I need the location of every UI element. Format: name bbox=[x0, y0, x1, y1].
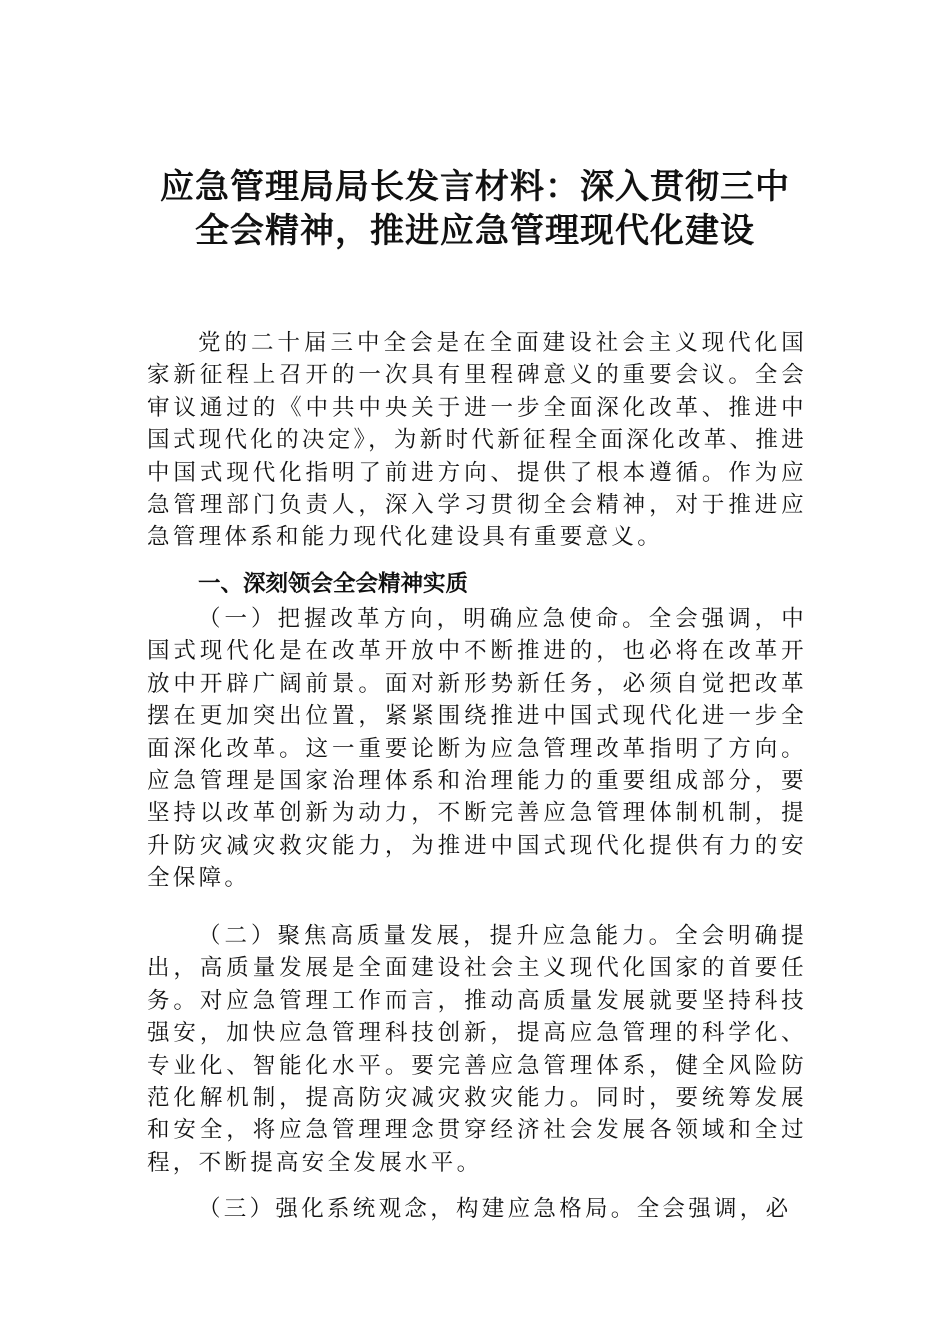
document-title-line-1: 应急管理局局长发言材料：深入贯彻三中 bbox=[160, 167, 790, 207]
section-1-item-1: （一）把握改革方向，明确应急使命。全会强调，中国式现代化是在改革开放中不断推进的，也必将在改革开放中开辟广阔前景。面对新形势新任务，必须自觉把改革摆在更加突出位置，紧紧围绕推进中国式现代化进一步全面深化改革。这一重要论断为应急管理改革指明了方向。应急管理是国家治理体系和治理能力的重要组成部分，要坚持以改革创新为动力，不断完善应急管理体制机制，提升防灾减灾救灾能力，为推进中国式现代化提供有力的安全保障。 bbox=[147, 606, 807, 892]
section-heading-1: 一、深刻领会全会精神实质 bbox=[198, 571, 469, 597]
intro-paragraph: 党的二十届三中全会是在全面建设社会主义现代化国家新征程上召开的一次具有里程碑意义的重要会议。全会审议通过的《中共中央关于进一步全面深化改革、推进中国式现代化的决定》，为新时代新征程全面深化改革、推进中国式现代化指明了前进方向、提供了根本遵循。作为应急管理部门负责人，深入学习贯彻全会精神，对于推进应急管理体系和能力现代化建设具有重要意义。 bbox=[147, 330, 807, 551]
section-1-item-3: （三）强化系统观念，构建应急格局。全会强调，必 bbox=[198, 1196, 792, 1222]
section-1-item-2: （二）聚焦高质量发展，提升应急能力。全会明确提出，高质量发展是全面建设社会主义现代化国家的首要任务。对应急管理工作而言，推动高质量发展就要坚持科技强安，加快应急管理科技创新，提高应急管理的科学化、专业化、智能化水平。要完善应急管理体系，健全风险防范化解机制，提高防灾减灾救灾能力。同时，要统筹发展和安全，将应急管理理念贯穿经济社会发展各领域和全过程，不断提高安全发展水平。 bbox=[147, 923, 807, 1176]
document-title-line-2: 全会精神，推进应急管理现代化建设 bbox=[195, 211, 755, 251]
